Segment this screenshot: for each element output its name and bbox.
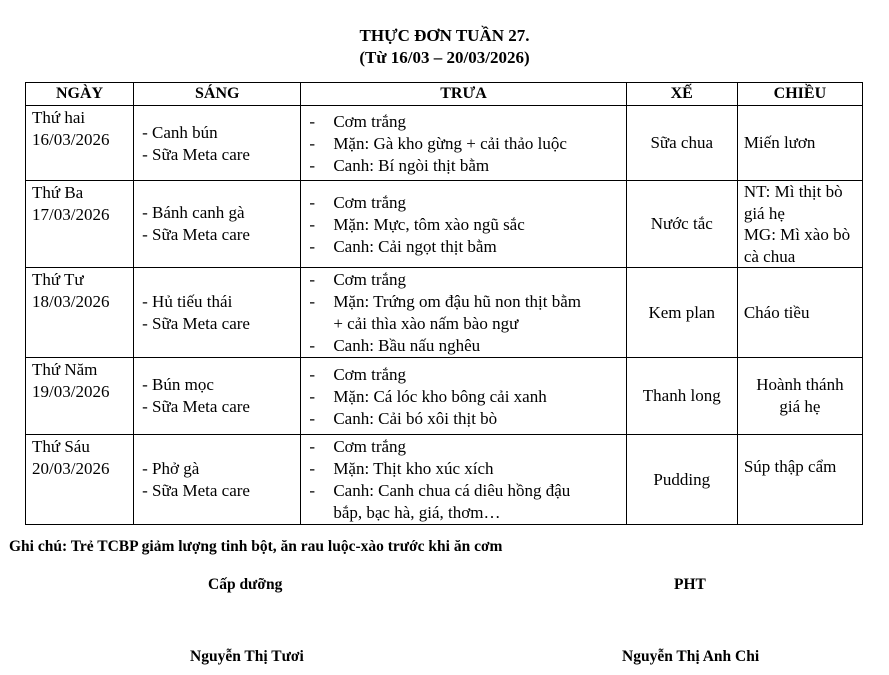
day-date: 17/03/2026 [32,205,110,224]
morning-item: - Sữa Meta care [142,313,250,333]
afternoon-cell: Cháo tiều [737,268,862,358]
table-row [26,358,863,435]
morning-item: - Phở gà [142,458,200,478]
noon-item: - Canh: Cải ngọt thịt bằm [309,236,497,256]
noon-item: - Canh: Bí ngòi thịt bằm [309,155,490,175]
noon-cell [301,435,626,525]
signature-role-left: Cấp dưỡng [208,576,283,593]
table-row [26,268,863,358]
snack-cell: Thanh long [626,358,737,435]
table-row [26,435,863,525]
column-header-noon: TRƯA [301,83,626,106]
morning-cell [134,358,301,435]
signature-name-left: Nguyễn Thị Tươi [190,648,304,665]
noon-cell [301,181,626,268]
morning-item: - Sữa Meta care [142,480,250,500]
day-cell [26,268,134,358]
noon-item: - Cơm trắng [309,270,407,289]
afternoon-cell: Hoành thánh giá hẹ [737,358,862,435]
noon-item: - Mặn: Cá lóc kho bông cải xanh [309,386,547,406]
table-header-row [26,83,863,106]
morning-item: - Hủ tiếu thái [142,291,233,311]
snack-cell: Nước tắc [626,181,737,268]
snack-cell: Pudding [626,435,737,525]
table-row [26,106,863,181]
day-name: Thứ Năm [32,360,98,379]
noon-item: - Canh: Bầu nấu nghêu [309,336,481,355]
morning-cell [134,268,301,358]
menu-date-range: (Từ 16/03 – 20/03/2026) [359,48,530,67]
morning-item: - Bún mọc [142,375,214,394]
day-name: Thứ Sáu [32,437,90,456]
noon-item: - Canh: Cải bó xôi thịt bò [309,408,498,428]
day-cell [26,435,134,525]
noon-item: - Cơm trắng [309,437,407,456]
noon-item: - Cơm trắng [309,364,407,384]
note-text: Ghi chú: Trẻ TCBP giảm lượng tinh bột, ăn rau luộc-xào trước khi ăn cơm [9,538,503,555]
morning-item: - Sữa Meta care [142,144,250,164]
morning-item: - Bánh canh gà [142,203,245,222]
column-header-afternoon: CHIỀU [737,83,862,106]
day-cell [26,106,134,181]
day-date: 19/03/2026 [32,382,110,401]
noon-item: - Cơm trắng [309,111,407,131]
day-date: 20/03/2026 [32,459,110,478]
table-row [26,181,863,268]
noon-item: - Mặn: Trứng om đậu hũ non thịt bằm [309,292,582,311]
day-date: 16/03/2026 [32,130,110,149]
day-name: Thứ Ba [32,183,84,202]
afternoon-cell: NT: Mì thịt bò giá hẹ MG: Mì xào bò cà chua [737,181,862,268]
day-date: 18/03/2026 [32,292,110,311]
noon-item-continuation: bắp, bạc hà, giá, thơm… [333,503,501,522]
column-header-morning: SÁNG [134,83,301,106]
day-name: Thứ hai [32,108,86,127]
weekly-menu-table [25,82,863,525]
morning-item: - Sữa Meta care [142,397,250,416]
morning-item: - Canh bún [142,122,218,142]
morning-cell [134,435,301,525]
noon-item: - Mặn: Mực, tôm xào ngũ sắc [309,214,525,234]
afternoon-cell: Miến lươn [737,106,862,181]
day-cell [26,358,134,435]
column-header-snack: XẾ [626,83,737,106]
day-name: Thứ Tư [32,270,84,289]
noon-item: - Mặn: Gà kho gừng + cải thảo luộc [309,133,567,153]
snack-cell: Kem plan [626,268,737,358]
morning-cell [134,181,301,268]
snack-cell: Sữa chua [626,106,737,181]
noon-item-continuation: + cải thìa xào nấm bào ngư [333,314,519,333]
noon-cell [301,358,626,435]
signature-name-right: Nguyễn Thị Anh Chi [622,648,760,665]
noon-cell [301,268,626,358]
noon-item: - Cơm trắng [309,192,407,212]
noon-item: - Canh: Canh chua cá diêu hồng đậu [309,481,571,500]
morning-cell [134,106,301,181]
day-cell [26,181,134,268]
afternoon-cell: Súp thập cẩm [737,435,862,525]
column-header-day: NGÀY [26,83,134,106]
noon-cell [301,106,626,181]
morning-item: - Sữa Meta care [142,225,250,244]
menu-title: THỰC ĐƠN TUẦN 27. [359,26,530,45]
signature-role-right: PHT [674,576,706,593]
noon-item: - Mặn: Thịt kho xúc xích [309,459,494,478]
